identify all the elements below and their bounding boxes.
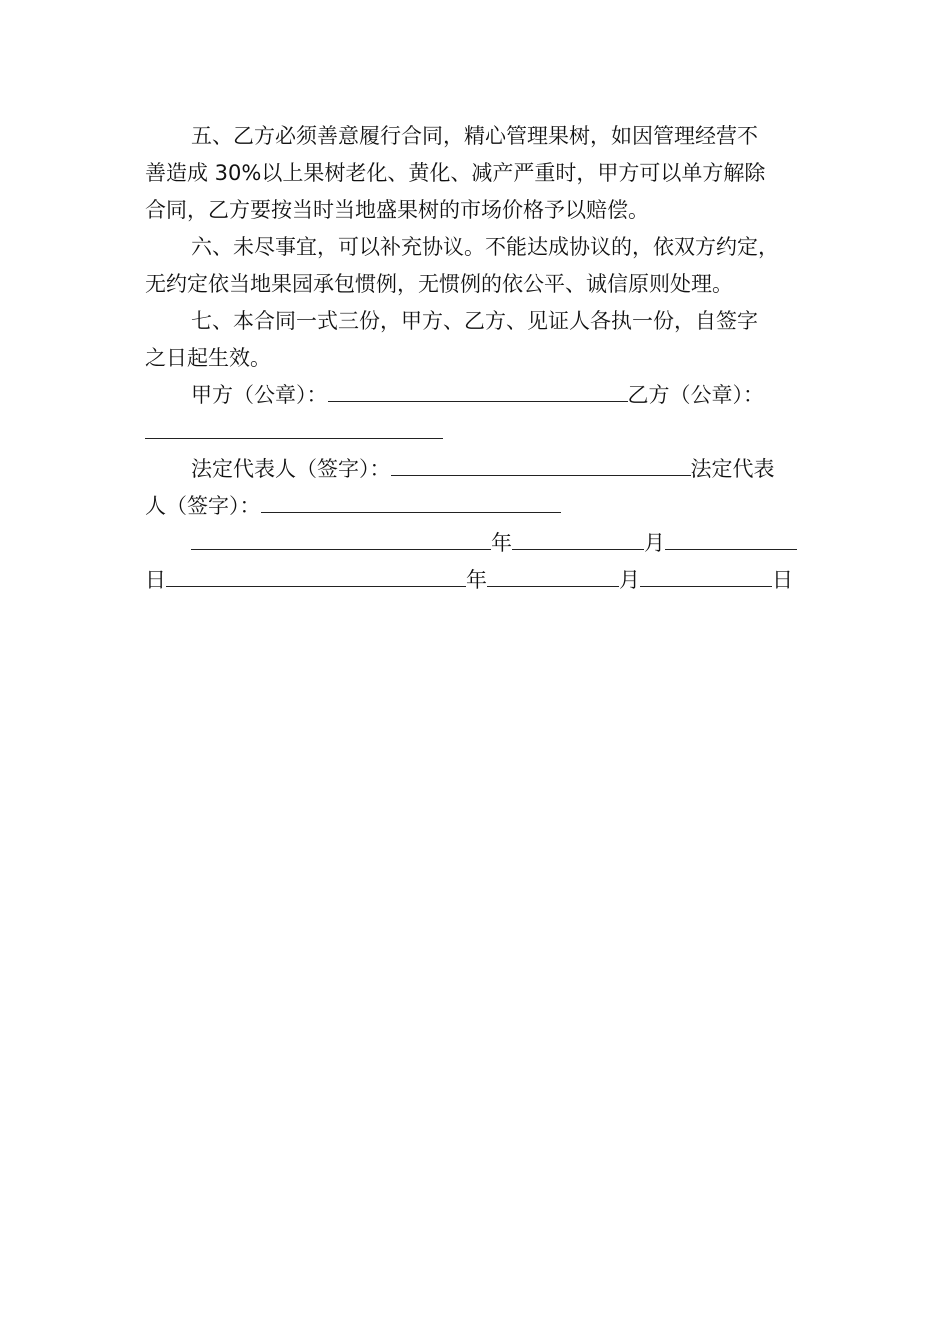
clause-six-line-2: 无约定依当地果园承包惯例，无惯例的依公平、诚信原则处理。: [145, 272, 733, 296]
date-b-month-field[interactable]: [487, 564, 619, 587]
date-line-a: [145, 525, 815, 562]
rep-b-label-part1: 法定代表: [690, 457, 775, 481]
party-b-field-line: [145, 414, 815, 451]
date-b-day-field[interactable]: [640, 564, 772, 587]
date-a-day-label: 日: [145, 568, 166, 592]
date-b-month-label: 月: [619, 568, 640, 592]
party-b-label: 乙方（公章）：: [627, 383, 764, 407]
representative-b-line: [145, 488, 815, 525]
clause-five-line-1: 五、乙方必须善意履行合同，精心管理果树，如因管理经营不: [191, 124, 758, 148]
rep-a-label: 法定代表人（签字）：: [191, 457, 391, 481]
date-a-year-label: 年: [491, 531, 512, 555]
party-a-seal-field[interactable]: [328, 379, 628, 402]
clause-seven-line-2: 之日起生效。: [145, 346, 271, 370]
clause-five-line-3: 合同，乙方要按当时当地盛果树的市场价格予以赔偿。: [145, 198, 649, 222]
rep-a-signature-field[interactable]: [391, 453, 691, 476]
date-a-day-field[interactable]: [665, 527, 797, 550]
rep-b-signature-field[interactable]: [261, 490, 561, 513]
date-b-year-label: 年: [466, 568, 487, 592]
party-a-label: 甲方（公章）：: [191, 383, 328, 407]
date-b-year-field[interactable]: [166, 564, 466, 587]
rep-b-label-part2: 人（签字）：: [145, 494, 261, 518]
date-a-year-field[interactable]: [191, 527, 491, 550]
date-b-day-label: 日: [772, 568, 793, 592]
clause-five-line-2: 善造成 30%以上果树老化、黄化、减产严重时，甲方可以单方解除: [145, 161, 766, 185]
date-a-month-label: 月: [644, 531, 665, 555]
contract-page: [145, 118, 815, 599]
date-line-b: [145, 562, 815, 599]
party-b-seal-field[interactable]: [145, 416, 443, 439]
party-line: [145, 377, 815, 414]
date-a-month-field[interactable]: [512, 527, 644, 550]
representative-line: [145, 451, 815, 488]
clause-seven-line-1: 七、本合同一式三份，甲方、乙方、见证人各执一份，自签字: [191, 309, 758, 333]
clause-six-line-1: 六、未尽事宜，可以补充协议。不能达成协议的，依双方约定，: [191, 235, 779, 259]
